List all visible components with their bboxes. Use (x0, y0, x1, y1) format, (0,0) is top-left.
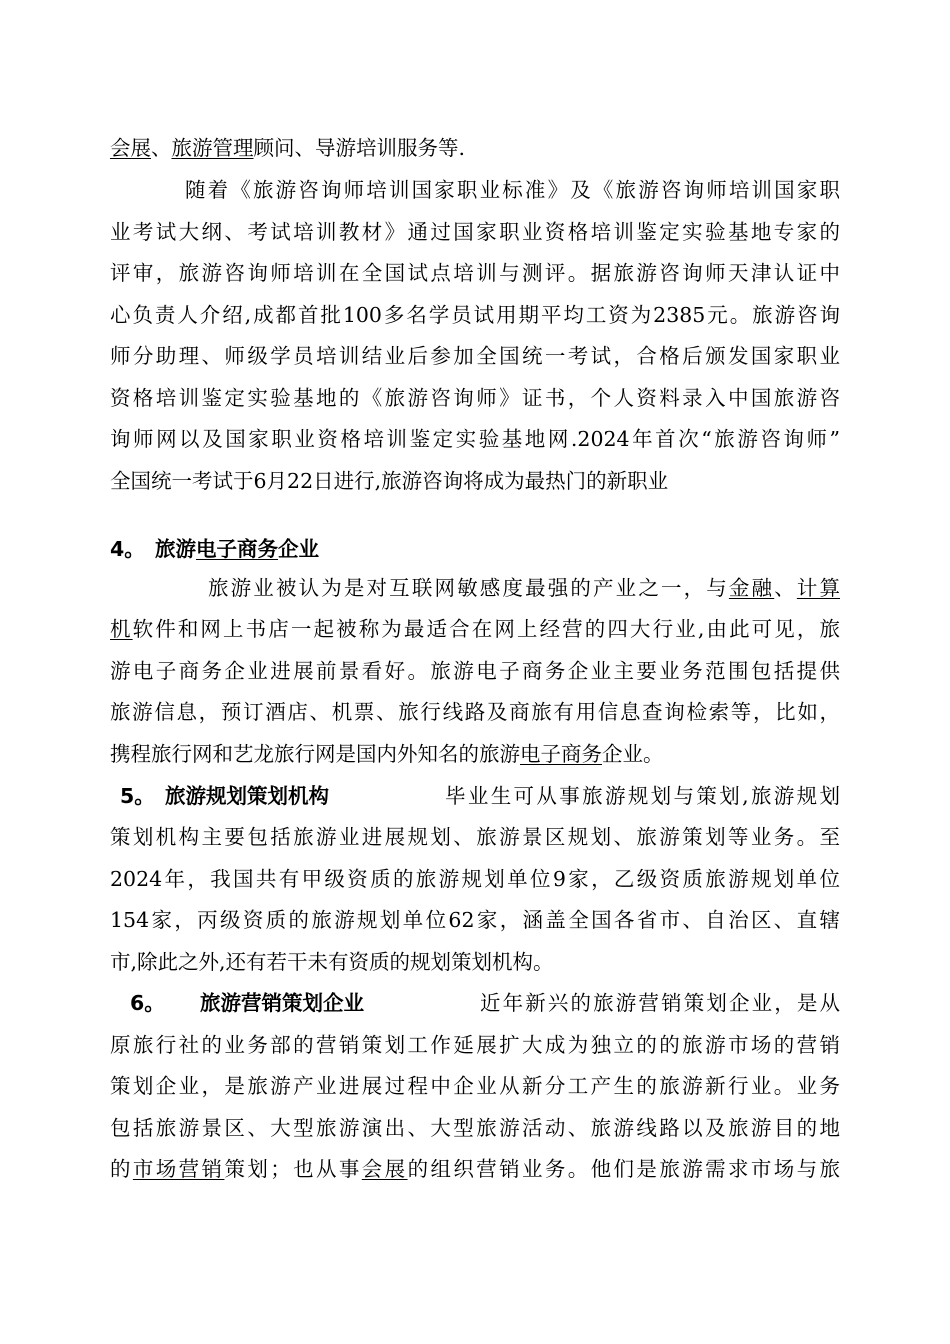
paragraph-line (110, 615, 840, 643)
paragraph-line: 策划企业，是旅游产业进展过程中企业从新分工产生的旅游新行业。业务 (110, 1074, 840, 1098)
link-computer[interactable]: 计算 (796, 576, 841, 600)
paragraph-line: 旅游信息，预订酒店、机票、旅行线路及商旅有用信息查询检索等，比如， (110, 700, 840, 724)
paragraph-line (110, 740, 840, 768)
heading-text: 企业 (278, 537, 319, 561)
paragraph-line: 师分助理、师级学员培训结业后参加全国统一考试，合格后颁发国家职业 (110, 344, 840, 368)
text: 软件和网上书店一起被称为最适合在网上经营的四大行业,由此可见，旅 (132, 617, 840, 641)
link-huizhan-2[interactable]: 会展 (361, 1157, 408, 1181)
paragraph-line: 市,除此之外,还有若干未有资质的规划策划机构。 (110, 950, 554, 974)
text: 策划；也从事 (224, 1157, 362, 1181)
link-huizhan[interactable]: 会展 (110, 136, 151, 160)
paragraph-line (208, 574, 840, 602)
section-number: 4。 (110, 537, 145, 561)
paragraph-line: 原旅行社的业务部的营销策划工作延展扩大成为独立的的旅游市场的营销 (110, 1033, 840, 1057)
text: 携程旅行网和艺龙旅行网是国内外知名的旅游 (110, 742, 520, 766)
text: 旅游业被认为是对互联网敏感度最强的产业之一，与 (208, 576, 729, 600)
section-heading (155, 535, 319, 563)
paragraph-line: 资格培训鉴定实验基地的《旅游咨询师》证书，个人资料录入中国旅游咨 (110, 386, 840, 410)
text: 的 (110, 1157, 133, 1181)
paragraph-line: 毕业生可从事旅游规划与策划,旅游规划 (445, 784, 840, 808)
section-number: 5。 (120, 784, 155, 808)
section-heading: 旅游规划策划机构 (165, 784, 329, 808)
link-tourism-management[interactable]: 旅游管理 (171, 136, 254, 160)
paragraph-line: 询师网以及国家职业资格培训鉴定实验基地网.2024年首次“旅游咨询师” (110, 427, 840, 451)
text: 顾问、导游培训服务等. (253, 136, 466, 160)
paragraph-line: 全国统一考试于6月22日进行,旅游咨询将成为最热门的新职业 (110, 469, 669, 493)
section-heading: 旅游营销策划企业 (200, 991, 364, 1015)
paragraph-line: 近年新兴的旅游营销策划企业，是从 (480, 991, 840, 1015)
paragraph-line: 业考试大纲、考试培训教材》通过国家职业资格培训鉴定实验基地专家的 (110, 220, 840, 244)
paragraph-line: 随着《旅游咨询师培训国家职业标准》及《旅游咨询师培训国家职 (185, 178, 840, 202)
text: 企业。 (602, 742, 664, 766)
text: 、 (774, 576, 797, 600)
paragraph-line: 154家，丙级资质的旅游规划单位62家，涵盖全国各省市、自治区、直辖 (110, 908, 840, 932)
text: 、 (151, 136, 172, 160)
link-marketing[interactable]: 市场营销 (132, 1157, 225, 1181)
paragraph-line: 游电子商务企业进展前景看好。旅游电子商务企业主要业务范围包括提供 (110, 659, 840, 683)
section-number: 6。 (130, 991, 165, 1015)
paragraph-line: 包括旅游景区、大型旅游演出、大型旅游活动、旅游线路以及旅游目的地 (110, 1116, 840, 1140)
paragraph-line: 2024年，我国共有甲级资质的旅游规划单位9家，乙级资质旅游规划单位 (110, 867, 840, 891)
paragraph-line (110, 134, 840, 162)
link-computer-cont[interactable]: 机 (110, 617, 133, 641)
paragraph-line: 心负责人介绍,成都首批100多名学员试用期平均工资为2385元。旅游咨询 (110, 303, 840, 327)
paragraph-line: 策划机构主要包括旅游业进展规划、旅游景区规划、旅游策划等业务。至 (110, 825, 840, 849)
link-finance[interactable]: 金融 (728, 576, 775, 600)
heading-text: 旅游 (155, 537, 196, 561)
link-e-commerce[interactable]: 电子商务 (196, 537, 278, 561)
paragraph-line: 评审，旅游咨询师培训在全国试点培训与测评。据旅游咨询师天津认证中 (110, 261, 840, 285)
paragraph-line (110, 1155, 840, 1183)
link-e-commerce-2[interactable]: 电子商务 (520, 742, 602, 766)
text: 的组织营销业务。他们是旅游需求市场与旅 (407, 1157, 841, 1181)
